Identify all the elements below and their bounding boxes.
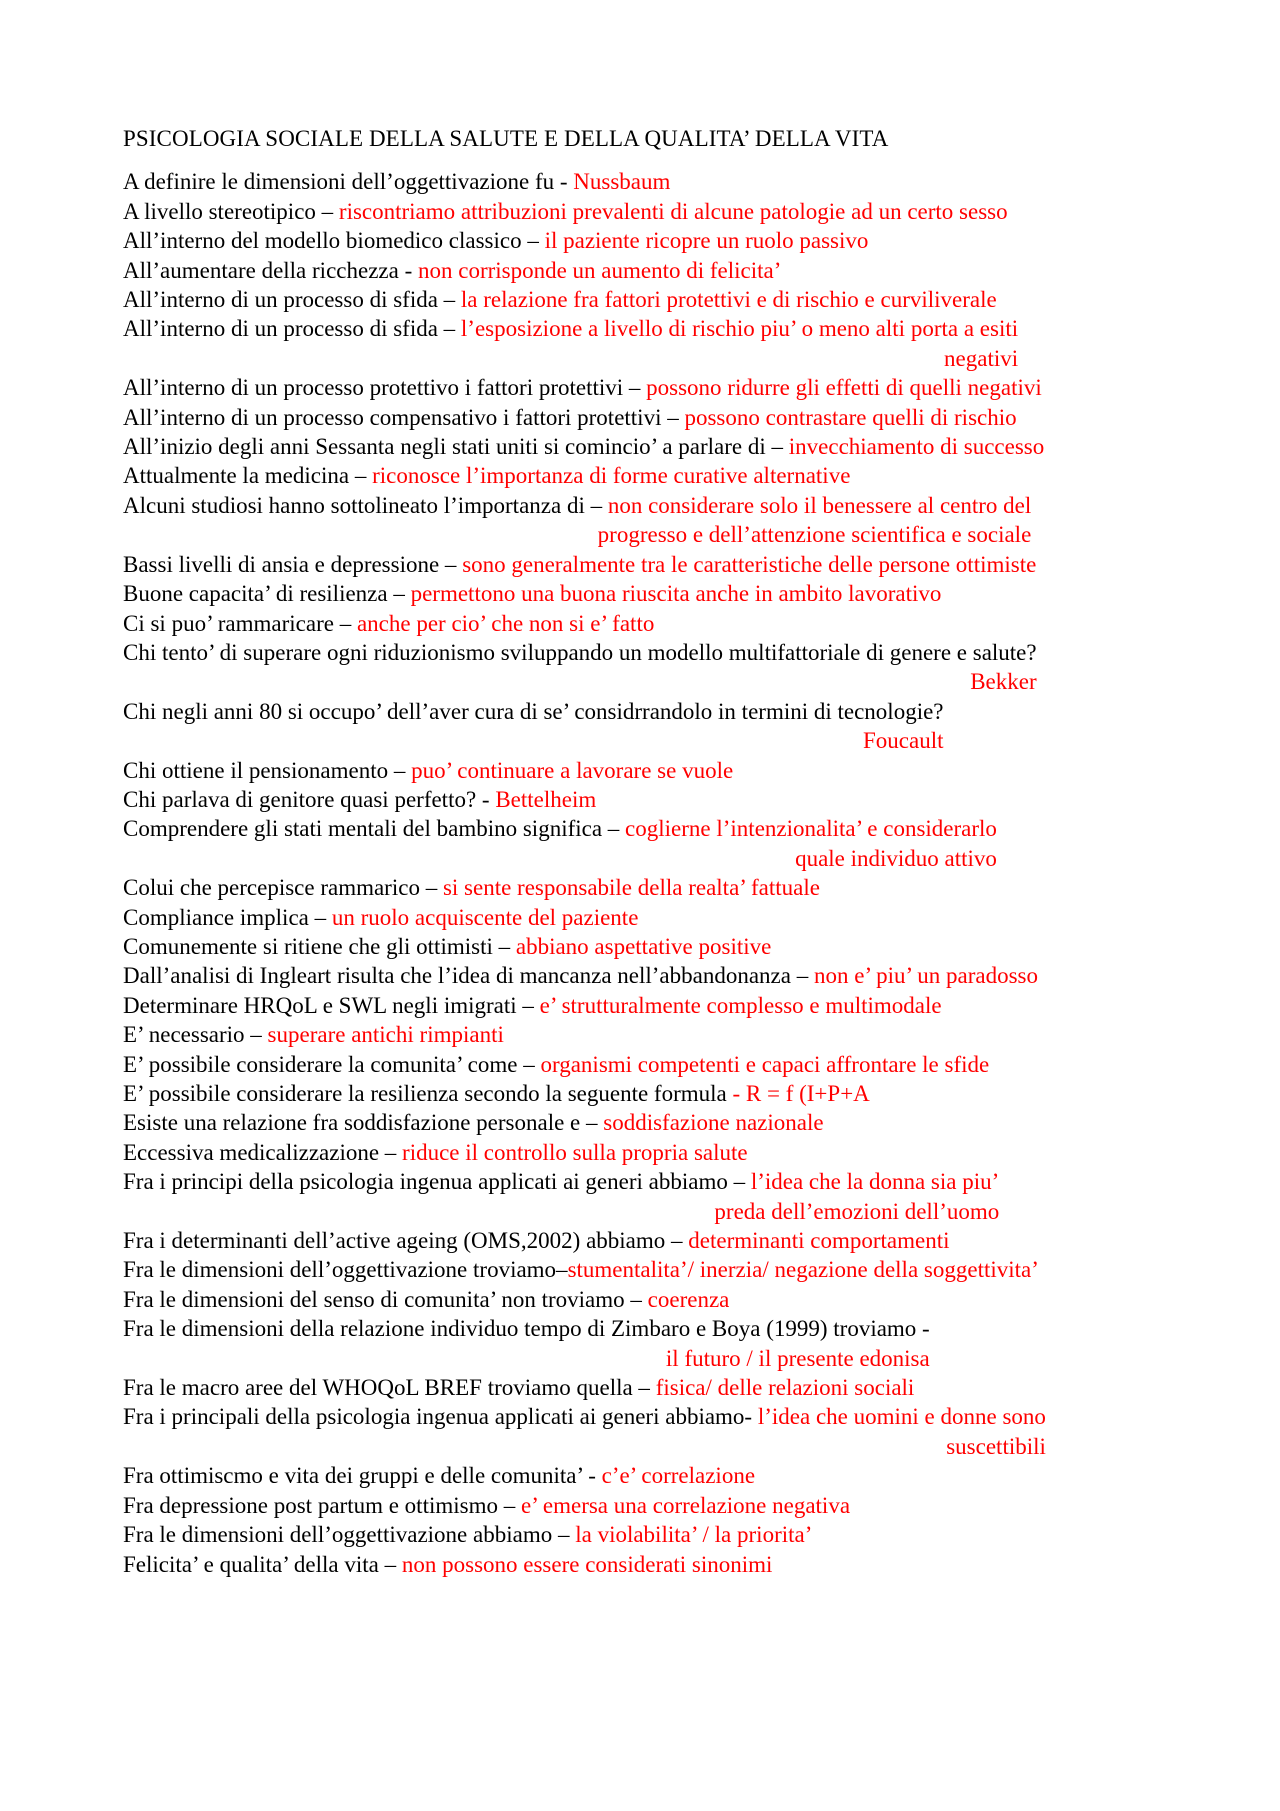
question-text: Fra le dimensioni dell’oggettivazione troviamo–	[123, 1257, 568, 1283]
qa-entry	[123, 256, 1168, 285]
answer-text: organismi competenti e capaci affrontare le sfide	[540, 1051, 990, 1077]
qa-entry	[123, 1520, 1168, 1549]
qa-entry	[123, 1050, 1168, 1079]
question-text: Colui che percepisce rammarico –	[123, 875, 443, 901]
qa-entry	[123, 1108, 1168, 1137]
answer-text: Bettelheim	[495, 786, 597, 812]
qa-entry	[123, 1255, 1168, 1284]
question-text: All’interno di un processo di sfida –	[123, 316, 461, 342]
answer-text: l’idea che uomini e donne sono	[757, 1404, 1046, 1430]
question-text: E’ possibile considerare la comunita’ come –	[123, 1051, 541, 1077]
qa-entry	[123, 1491, 1168, 1520]
answer-text: la violabilita’ / la priorita’	[575, 1522, 813, 1548]
question-answer-list	[123, 167, 1168, 1579]
qa-entry	[123, 814, 1168, 843]
qa-entry	[123, 1138, 1168, 1167]
answer-text: l’idea che la donna sia piu’	[750, 1169, 1000, 1195]
qa-entry	[123, 579, 1168, 608]
qa-entry	[123, 1373, 1168, 1402]
answer-continuation: Foucault	[863, 728, 944, 754]
document-body	[123, 124, 1168, 1579]
answer-text: invecchiamento di successo	[788, 434, 1045, 460]
answer-continuation: quale individuo attivo	[795, 845, 997, 871]
answer-text: non possono essere considerati sinonimi	[401, 1551, 773, 1577]
qa-entry	[123, 638, 1168, 667]
answer-text: si sente responsabile della realta’ fattuale	[442, 875, 820, 901]
answer-text: non corrisponde un aumento di felicita’	[417, 257, 782, 283]
question-text: Eccessiva medicalizzazione –	[123, 1139, 403, 1165]
answer-text: riscontriamo attribuzioni prevalenti di alcune patologie ad un certo sesso	[338, 198, 1008, 224]
answer-text: permettono una buona riuscita anche in ambito lavorativo	[410, 581, 942, 607]
qa-entry	[123, 1167, 1168, 1196]
qa-entry	[123, 1285, 1168, 1314]
question-text: All’interno di un processo protettivo i fattori protettivi –	[123, 375, 647, 401]
answer-text: coglierne l’intenzionalita’ e considerarlo	[625, 816, 997, 842]
question-text: E’ possibile considerare la resilienza secondo la seguente formula	[123, 1081, 733, 1106]
answer-text: non e’ piu’ un paradosso	[813, 963, 1038, 989]
qa-entry	[123, 373, 1168, 402]
qa-entry	[123, 961, 1168, 990]
answer-continuation: negativi	[944, 345, 1019, 371]
answer-continuation: Bekker	[970, 669, 1037, 695]
question-text: Fra i principi della psicologia ingenua applicati ai generi abbiamo –	[123, 1169, 751, 1195]
qa-entry	[123, 903, 1168, 932]
question-text: All’interno di un processo compensativo i fattori protettivi –	[123, 404, 685, 430]
answer-text: possono contrastare quelli di rischio	[684, 404, 1017, 430]
answer-text: coerenza	[647, 1286, 730, 1312]
answer-text: puo’ continuare a lavorare se vuole	[411, 757, 734, 783]
answer-text: soddisfazione nazionale	[603, 1110, 824, 1136]
qa-entry	[123, 432, 1168, 461]
question-text: A definire le dimensioni dell’oggettivazione fu -	[123, 169, 574, 195]
qa-entry	[123, 1402, 1168, 1431]
answer-text: sono generalmente tra le caratteristiche delle persone ottimiste	[462, 551, 1037, 577]
question-text: Chi parlava di genitore quasi perfetto? -	[123, 786, 496, 812]
answer-text: stumentalita’/ inerzia/ negazione della soggettivita’	[567, 1257, 1039, 1283]
qa-entry	[123, 491, 1168, 520]
qa-entry	[123, 609, 1168, 638]
answer-text: possono ridurre gli effetti di quelli negativi	[646, 375, 1042, 401]
answer-text: determinanti comportamenti	[688, 1228, 950, 1254]
answer-text: e’ emersa una correlazione negativa	[520, 1492, 851, 1518]
question-text: Attualmente la medicina –	[123, 463, 373, 489]
qa-entry	[123, 1226, 1168, 1255]
qa-entry	[123, 226, 1168, 255]
qa-entry	[123, 873, 1168, 902]
answer-text: superare antichi rimpianti	[267, 1022, 504, 1048]
answer-text: Nussbaum	[573, 169, 671, 195]
question-text: All’aumentare della ricchezza -	[123, 257, 418, 283]
answer-continuation: il futuro / il presente edonisa	[665, 1345, 930, 1371]
answer-continuation: suscettibili	[946, 1433, 1046, 1459]
answer-text: la relazione fra fattori protettivi e di rischio e curviliverale	[460, 287, 997, 313]
answer-text: c’e’ correlazione	[601, 1463, 756, 1489]
qa-entry	[123, 756, 1168, 785]
qa-entry	[123, 932, 1168, 961]
question-text: Fra i determinanti dell’active ageing (OMS,2002) abbiamo –	[123, 1228, 689, 1254]
qa-entry	[123, 314, 1168, 343]
qa-entry	[123, 285, 1168, 314]
question-text: Chi negli anni 80 si occupo’ dell’aver cura di se’ considrrandolo in termini di tecnologie?	[123, 698, 944, 724]
question-text: Determinare HRQoL e SWL negli imigrati –	[123, 992, 540, 1018]
question-text: Fra le dimensioni del senso di comunita’ non troviamo –	[123, 1286, 648, 1312]
answer-continuation: progresso e dell’attenzione scientifica e sociale	[597, 522, 1032, 548]
document-title: PSICOLOGIA SOCIALE DELLA SALUTE E DELLA QUALITA’ DELLA VITA	[123, 126, 889, 151]
answer-text: non considerare solo il benessere al centro del	[607, 492, 1032, 518]
question-text: A livello stereotipico –	[123, 198, 339, 224]
qa-entry	[123, 697, 1168, 726]
question-text: Alcuni studiosi hanno sottolineato l’importanza di –	[123, 492, 608, 518]
question-text: Bassi livelli di ansia e depressione –	[123, 551, 463, 577]
question-text: Compliance implica –	[123, 904, 332, 930]
question-text: Comunemente si ritiene che gli ottimisti –	[123, 933, 516, 959]
question-text: Chi tento’ di superare ogni riduzionismo sviluppando un modello multifattoriale di genere e salute?	[123, 639, 1037, 665]
question-text: All’interno del modello biomedico classico –	[123, 228, 545, 254]
answer-text: fisica/ delle relazioni sociali	[655, 1375, 915, 1401]
qa-entry	[123, 550, 1168, 579]
answer-text: riconosce l’importanza di forme curative alternative	[372, 463, 851, 489]
question-text: Dall’analisi di Ingleart risulta che l’idea di mancanza nell’abbandonanza –	[123, 963, 814, 989]
answer-text: un ruolo acquiscente del paziente	[331, 904, 639, 930]
qa-entry	[123, 197, 1168, 226]
question-text: Fra ottimiscmo e vita dei gruppi e delle comunita’ -	[123, 1463, 602, 1489]
answer-text: il paziente ricopre un ruolo passivo	[544, 228, 869, 254]
answer-continuation: preda dell’emozioni dell’uomo	[714, 1198, 1000, 1224]
question-text: Fra depressione post partum e ottimismo –	[123, 1492, 521, 1518]
question-text: Comprendere gli stati mentali del bambino significa –	[123, 816, 626, 842]
qa-entry	[123, 1020, 1168, 1049]
answer-text: anche per cio’ che non si e’ fatto	[356, 610, 655, 636]
qa-entry	[123, 403, 1168, 432]
qa-entry	[123, 1314, 1168, 1343]
question-text: E’ necessario –	[123, 1022, 268, 1048]
answer-text: e’ strutturalmente complesso e multimodale	[539, 992, 942, 1018]
qa-entry	[123, 461, 1168, 490]
qa-entry	[123, 1461, 1168, 1490]
question-text: Felicita’ e qualita’ della vita –	[123, 1551, 402, 1577]
question-text: Fra i principali della psicologia ingenua applicati ai generi abbiamo-	[123, 1404, 758, 1430]
question-text: Buone capacita’ di resilienza –	[123, 581, 411, 607]
question-text: All’interno di un processo di sfida –	[123, 287, 461, 313]
answer-text: - R = f (I+P+A	[732, 1081, 870, 1106]
question-text: Fra le macro aree del WHOQoL BREF troviamo quella –	[123, 1375, 656, 1401]
answer-text: riduce il controllo sulla propria salute	[402, 1139, 748, 1165]
question-text: Ci si puo’ rammaricare –	[123, 610, 357, 636]
qa-entry	[123, 785, 1168, 814]
answer-text: l’esposizione a livello di rischio piu’ o meno alti porta a esiti	[460, 316, 1019, 342]
question-text: Esiste una relazione fra soddisfazione personale e –	[123, 1110, 604, 1136]
question-text: All’inizio degli anni Sessanta negli stati uniti si comincio’ a parlare di –	[123, 434, 789, 460]
qa-entry	[123, 1550, 1168, 1579]
question-text: Fra le dimensioni della relazione individuo tempo di Zimbaro e Boya (1999) troviamo -	[123, 1316, 930, 1342]
question-text: Chi ottiene il pensionamento –	[123, 757, 412, 783]
answer-text: abbiano aspettative positive	[515, 933, 772, 959]
qa-entry	[123, 991, 1168, 1020]
qa-entry	[123, 1079, 1168, 1108]
qa-entry	[123, 167, 1168, 196]
question-text: Fra le dimensioni dell’oggettivazione abbiamo –	[123, 1522, 576, 1548]
